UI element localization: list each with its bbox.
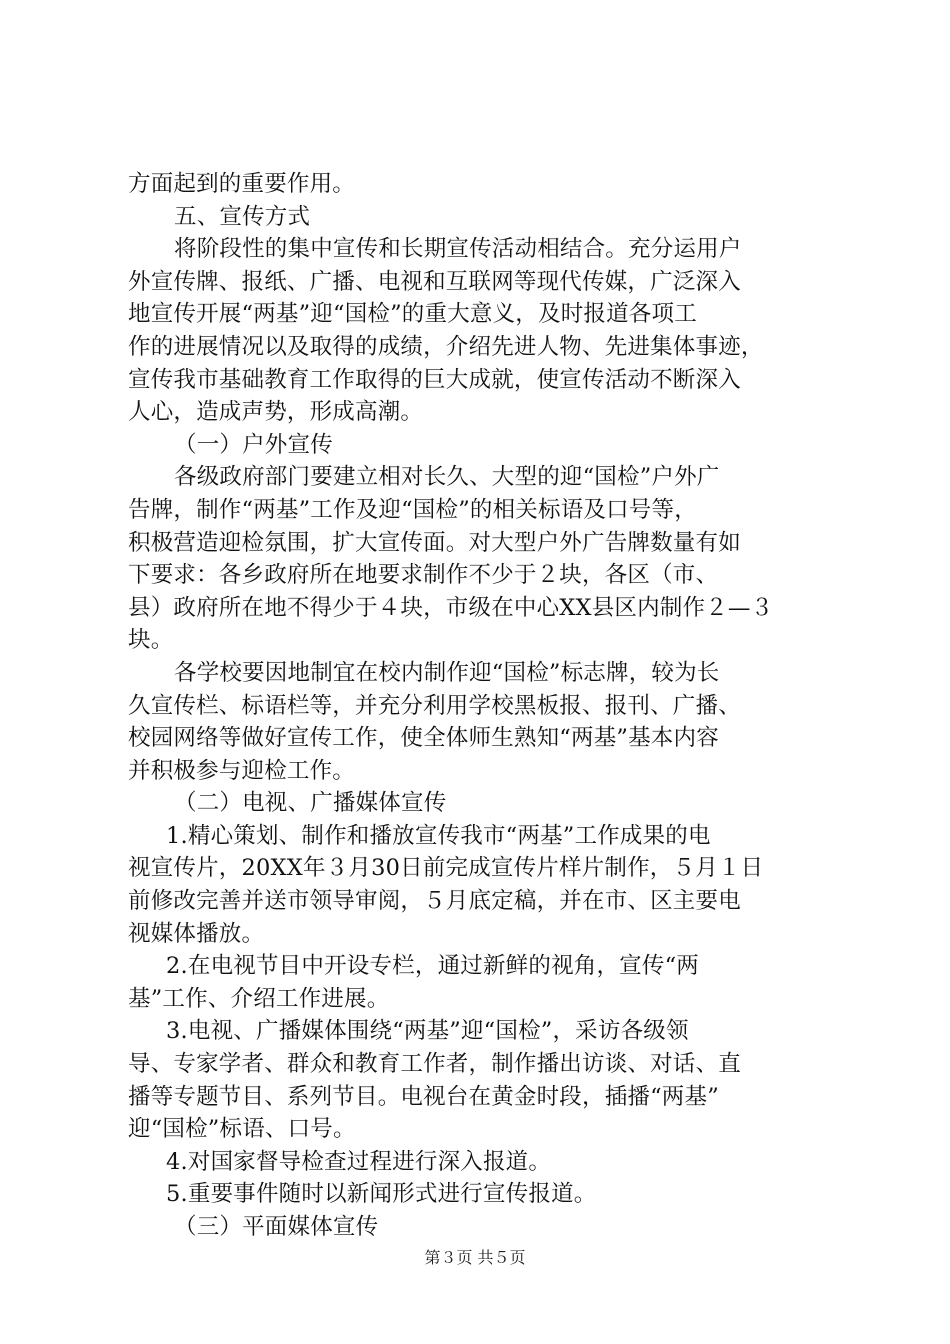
paragraph-line: 视媒体播放。 (128, 920, 265, 947)
list-item: 1.精心策划、制作和播放宣传我市“两基”工作成果的电 (166, 822, 711, 849)
paragraph-line: 块。 (128, 627, 174, 654)
paragraph-line: 下要求：各乡政府所在地要求制作不少于２块，各区（市、 (128, 562, 719, 589)
list-item: 2.在电视节目中开设专栏，通过新鲜的视角，宣传“两 (166, 953, 699, 980)
list-item: 3.电视、广播媒体围绕“两基”迎“国检”，采访各级领 (166, 1018, 689, 1045)
paragraph-line: 导、专家学者、群众和教育工作者，制作播出访谈、对话、直 (128, 1051, 741, 1078)
subsection-heading: （二）电视、广播媒体宣传 (174, 790, 447, 817)
section-heading: 五、宣传方式 (174, 203, 311, 230)
paragraph-line: 基”工作、介绍工作进展。 (128, 985, 390, 1012)
list-item: 5.重要事件随时以新闻形式进行宣传报道。 (166, 1181, 597, 1208)
paragraph-line: 视宣传片，20XX年３月30日前完成宣传片样片制作，５月１日 (128, 855, 764, 882)
subsection-heading: （三）平面媒体宣传 (174, 1214, 379, 1240)
paragraph-line: 各学校要因地制宜在校内制作迎“国检”标志牌，较为长 (174, 659, 720, 686)
paragraph-line: 宣传我市基础教育工作取得的巨大成就，使宣传活动不断深入 (128, 366, 741, 393)
paragraph-line: 久宣传栏、标语栏等，并充分利用学校黑板报、报刊、广播、 (128, 692, 741, 719)
paragraph-line: 人心，造成声势，形成高潮。 (128, 399, 424, 426)
paragraph-line: 前修改完善并送市领导审阅，５月底定稿，并在市、区主要电 (128, 888, 741, 915)
paragraph-line: 方面起到的重要作用。 (128, 171, 356, 197)
paragraph-line: 告牌，制作“两基”工作及迎“国检”的相关标语及口号等， (128, 496, 697, 523)
paragraph-line: 并积极参与迎检工作。 (128, 757, 356, 784)
paragraph-line: 积极营造迎检氛围，扩大宣传面。对大型户外广告牌数量有如 (128, 529, 741, 556)
paragraph-line: 作的进展情况以及取得的成绩，介绍先进人物、先进集体事迹， (128, 333, 764, 360)
page-number-footer: 第３页 共５页 (424, 1248, 526, 1267)
subsection-heading: （一）户外宣传 (174, 431, 333, 458)
paragraph-line: 各级政府部门要建立相对长久、大型的迎“国检”户外广 (174, 464, 720, 491)
list-item: 4.对国家督导检查过程进行深入报道。 (166, 1148, 552, 1175)
paragraph-line: 县）政府所在地不得少于４块，市级在中心XX县区内制作２—３ (128, 594, 774, 621)
paragraph-line: 将阶段性的集中宣传和长期宣传活动相结合。充分运用户 (174, 236, 742, 263)
paragraph-line: 外宣传牌、报纸、广播、电视和互联网等现代传媒，广泛深入 (128, 268, 741, 295)
paragraph-line: 迎“国检”标语、口号。 (128, 1116, 356, 1143)
paragraph-line: 地宣传开展“两基”迎“国检”的重大意义，及时报道各项工 (128, 301, 697, 328)
paragraph-line: 校园网络等做好宣传工作，使全体师生熟知“两基”基本内容 (128, 725, 719, 752)
paragraph-line: 播等专题节目、系列节目。电视台在黄金时段，插播“两基” (128, 1083, 719, 1110)
document-body (128, 168, 828, 1244)
